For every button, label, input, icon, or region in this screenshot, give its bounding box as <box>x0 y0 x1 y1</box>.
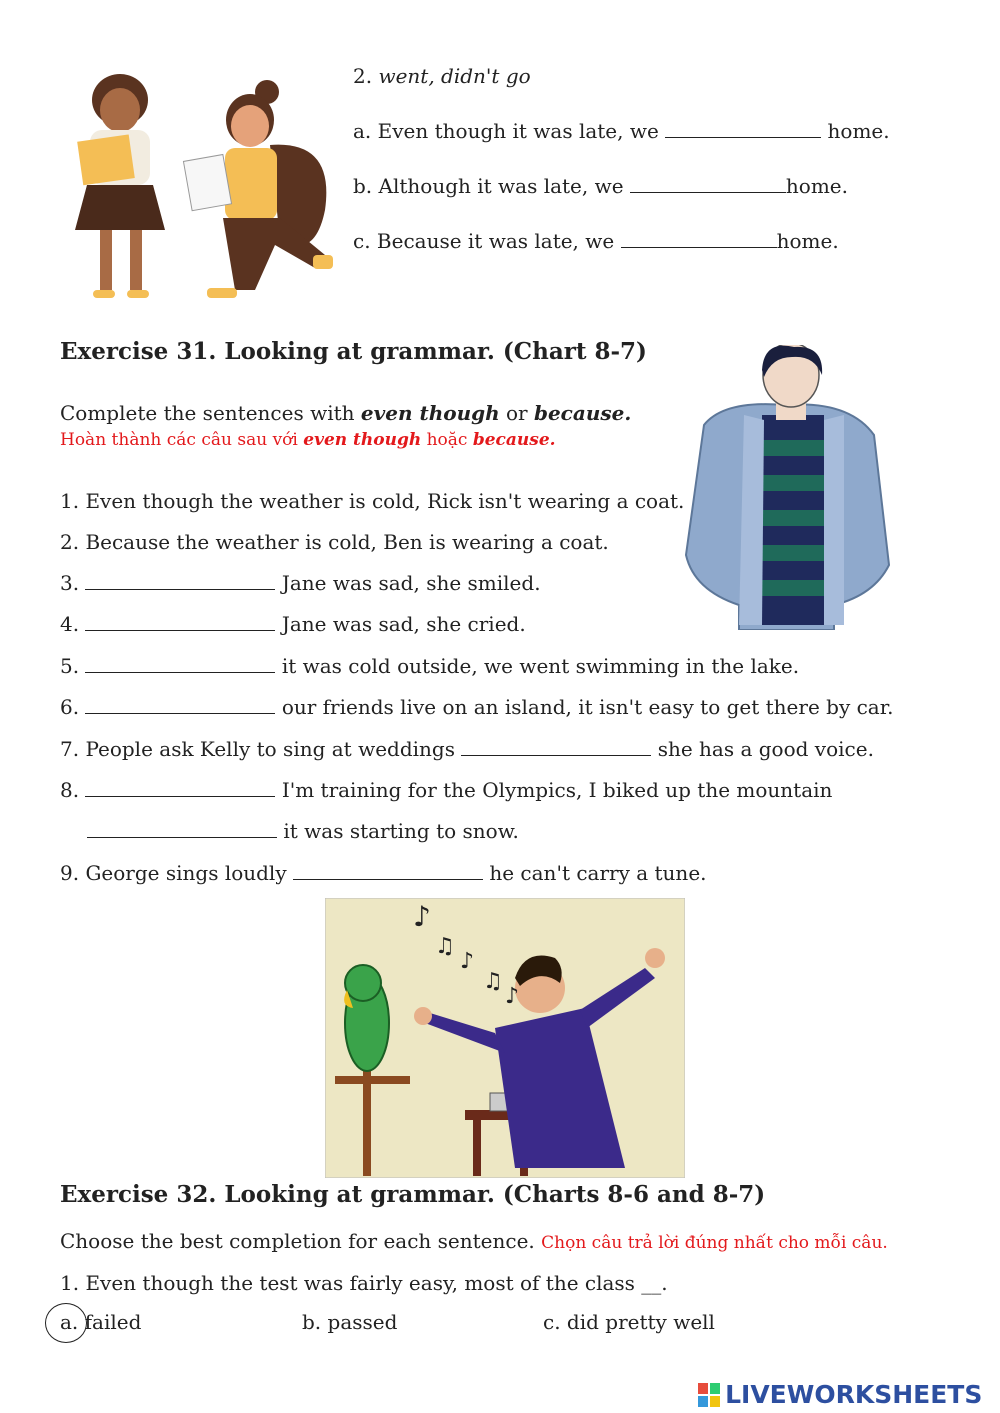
answer-blank-3[interactable] <box>85 571 275 590</box>
answer-blank-c[interactable] <box>621 229 777 248</box>
ex31-sentence-6: 6. our friends live on an island, it isn't easy to get there by car. <box>60 695 894 719</box>
sentence-a: a. Even though it was late, we home. <box>353 119 890 143</box>
sentence-b: b. Although it was late, we home. <box>353 174 849 198</box>
svg-text:♪: ♪ <box>505 984 520 1009</box>
answer-blank-7[interactable] <box>461 737 651 756</box>
answer-blank-9[interactable] <box>293 861 483 880</box>
exercise-31-instruction: Complete the sentences with even though or because. <box>60 401 632 425</box>
kids-illustration <box>75 70 340 310</box>
svg-text:♪: ♪ <box>413 900 431 933</box>
exercise-32-instruction: Choose the best completion for each sentence. Chọn câu trả lời đúng nhất cho mỗi câu. <box>60 1229 888 1253</box>
ex31-sentence-7: 7. People ask Kelly to sing at weddings she has a good voice. <box>60 737 874 761</box>
item-number: 2. went, didn't go <box>353 64 531 88</box>
ex32-question-1: 1. Even though the test was fairly easy, most of the class __. <box>60 1271 668 1295</box>
svg-text:♫: ♫ <box>435 934 455 959</box>
svg-text:♪: ♪ <box>460 949 475 974</box>
ex31-sentence-3: 3. Jane was sad, she smiled. <box>60 571 541 595</box>
man-in-coat-illustration <box>684 345 894 630</box>
exercise-32-instruction-vi: Chọn câu trả lời đúng nhất cho mỗi câu. <box>541 1233 888 1253</box>
exercise-31-title: Exercise 31. Looking at grammar. (Chart 8-7) <box>60 338 647 365</box>
answer-blank-5[interactable] <box>85 654 275 673</box>
verbs-hint: went, didn't go <box>378 64 531 88</box>
answer-blank-8a[interactable] <box>85 778 275 797</box>
option-a[interactable]: a. failed <box>60 1310 142 1334</box>
option-b[interactable]: b. passed <box>302 1310 398 1334</box>
answer-blank-6[interactable] <box>85 695 275 714</box>
sentence-c: c. Because it was late, we home. <box>353 229 839 253</box>
ex31-sentence-9: 9. George sings loudly he can't carry a tune. <box>60 861 707 885</box>
answer-blank-a[interactable] <box>665 119 821 138</box>
answer-blank-b[interactable] <box>630 174 786 193</box>
option-c[interactable]: c. did pretty well <box>543 1310 715 1334</box>
ex31-sentence-8: 8. I'm training for the Olympics, I biked up the mountain <box>60 778 833 802</box>
ex31-sentence-5: 5. it was cold outside, we went swimming in the lake. <box>60 654 800 678</box>
ex31-sentence-1: 1. Even though the weather is cold, Rick isn't wearing a coat. <box>60 489 685 513</box>
answer-blank-4[interactable] <box>85 612 275 631</box>
svg-text:♫: ♫ <box>483 969 503 994</box>
ex31-sentence-8-cont: it was starting to snow. <box>87 818 519 844</box>
liveworksheets-logo <box>698 1380 982 1409</box>
singer-parrot-illustration <box>325 898 685 1178</box>
exercise-31-instruction-vi: Hoàn thành các câu sau với even though hoặc because. <box>60 430 556 450</box>
answer-blank-8b[interactable] <box>87 819 277 838</box>
ex31-sentence-4: 4. Jane was sad, she cried. <box>60 612 526 636</box>
ex31-sentence-2: 2. Because the weather is cold, Ben is wearing a coat. <box>60 530 609 554</box>
logo-text: LIVEWORKSHEETS <box>725 1380 983 1409</box>
logo-icon <box>698 1383 720 1407</box>
exercise-32-title: Exercise 32. Looking at grammar. (Charts 8-6 and 8-7) <box>60 1181 766 1208</box>
